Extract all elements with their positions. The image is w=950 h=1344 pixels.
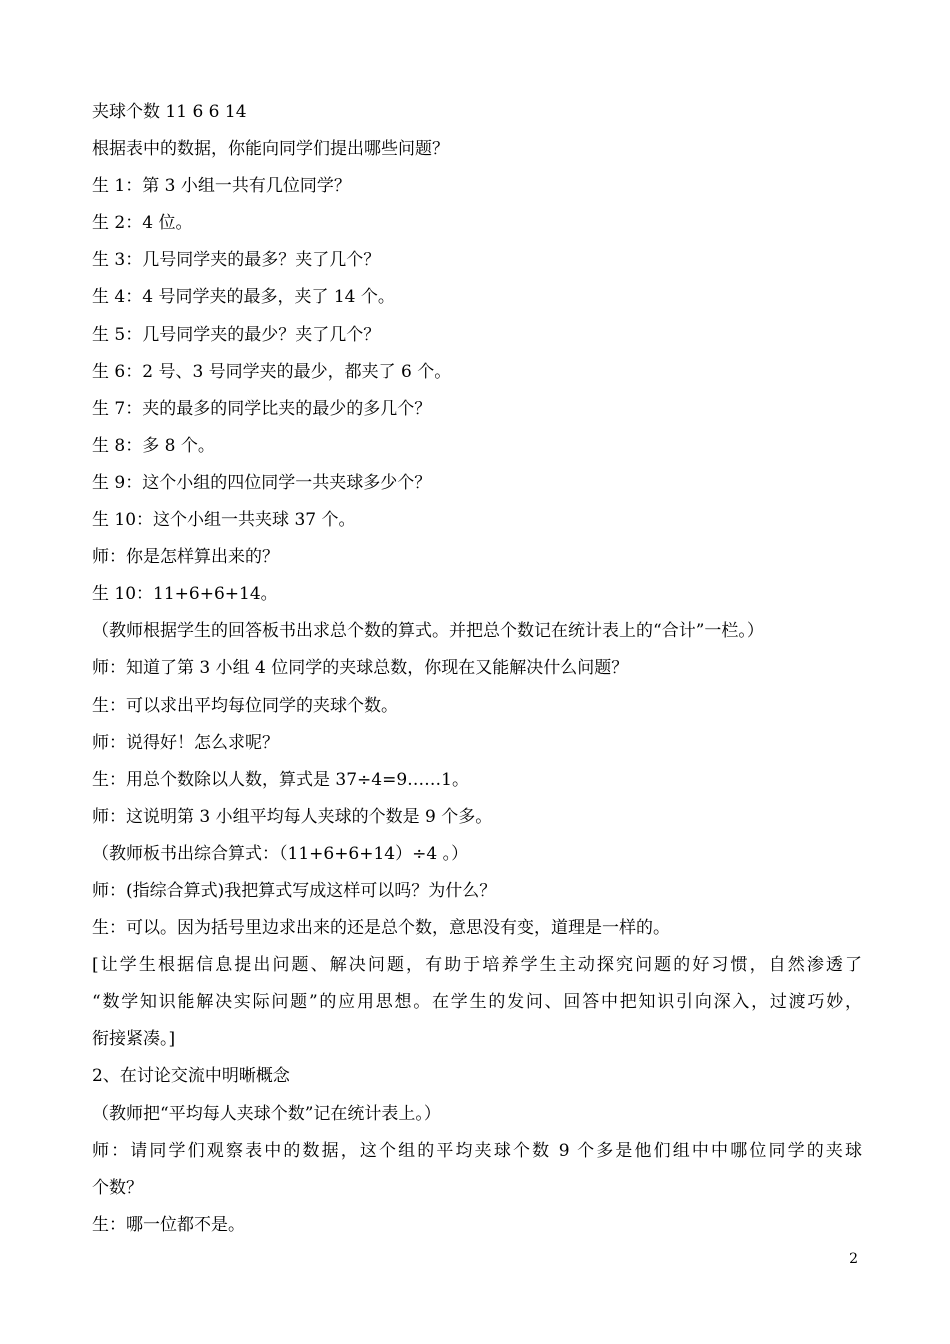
text-line: 生 9：这个小组的四位同学一共夹球多少个？ [92, 472, 432, 493]
text-line: 生：可以求出平均每位同学的夹球个数。 [92, 695, 398, 716]
text-line: 生：用总个数除以人数，算式是 37÷4=9……1。 [92, 769, 469, 790]
text-line: 生 6：2 号、3 号同学夹的最少，都夹了 6 个。 [92, 361, 452, 382]
text-line: 生 10：这个小组一共夹球 37 个。 [92, 510, 356, 531]
text-line: 师：说得好！怎么求呢？ [92, 732, 279, 753]
text-line: 生 2：4 位。 [92, 213, 193, 234]
text-line: 师：你是怎样算出来的？ [92, 547, 279, 568]
document-body [92, 94, 862, 1244]
text-line: 生 7：夹的最多的同学比夹的最少的多几个？ [92, 398, 432, 419]
section-heading: 2、在讨论交流中明晰概念 [92, 1066, 290, 1087]
page-number: 2 [849, 1251, 858, 1267]
text-line: 生 1：第 3 小组一共有几位同学？ [92, 176, 351, 197]
text-line: 生 10：11+6+6+14。 [92, 584, 278, 605]
text-line: （教师板书出综合算式：（11+6+6+14）÷4 。） [92, 843, 469, 864]
text-line: 生 3：几号同学夹的最多？夹了几个？ [92, 250, 381, 271]
text-line: 师：请同学们观察表中的数据，这个组的平均夹球个数 9 个多是他们组中中哪位同学的夹球 [92, 1140, 862, 1161]
text-line: 生 4：4 号同学夹的最多，夹了 14 个。 [92, 287, 395, 308]
text-line: （教师根据学生的回答板书出求总个数的算式。并把总个数记在统计表上的“合计”一栏。） [92, 621, 764, 642]
text-line: 夹球个数 11 6 6 14 [92, 102, 247, 122]
text-line: 生 5：几号同学夹的最少？夹了几个？ [92, 324, 381, 345]
text-line: （教师把“平均每人夹球个数”记在统计表上。） [92, 1103, 441, 1124]
text-line: 师：知道了第 3 小组 4 位同学的夹球总数，你现在又能解决什么问题？ [92, 658, 629, 679]
text-line: “数学知识能解决实际问题”的应用思想。在学生的发问、回答中把知识引向深入，过渡巧妙， [92, 992, 862, 1013]
text-line: 根据表中的数据，你能向同学们提出哪些问题？ [92, 139, 449, 160]
text-line: [让学生根据信息提出问题、解决问题，有助于培养学生主动探究问题的好习惯，自然渗透了 [92, 955, 862, 976]
text-line: 生 8：多 8 个。 [92, 435, 215, 456]
text-line: 师：这说明第 3 小组平均每人夹球的个数是 9 个多。 [92, 806, 493, 827]
text-line: 个数？ [92, 1177, 143, 1198]
text-line: 生：可以。因为括号里边求出来的还是总个数，意思没有变，道理是一样的。 [92, 918, 670, 939]
text-line: 生：哪一位都不是。 [92, 1214, 245, 1235]
text-line: 衔接紧凑。] [92, 1029, 176, 1050]
text-line: 师：(指综合算式)我把算式写成这样可以吗？为什么？ [92, 880, 497, 901]
